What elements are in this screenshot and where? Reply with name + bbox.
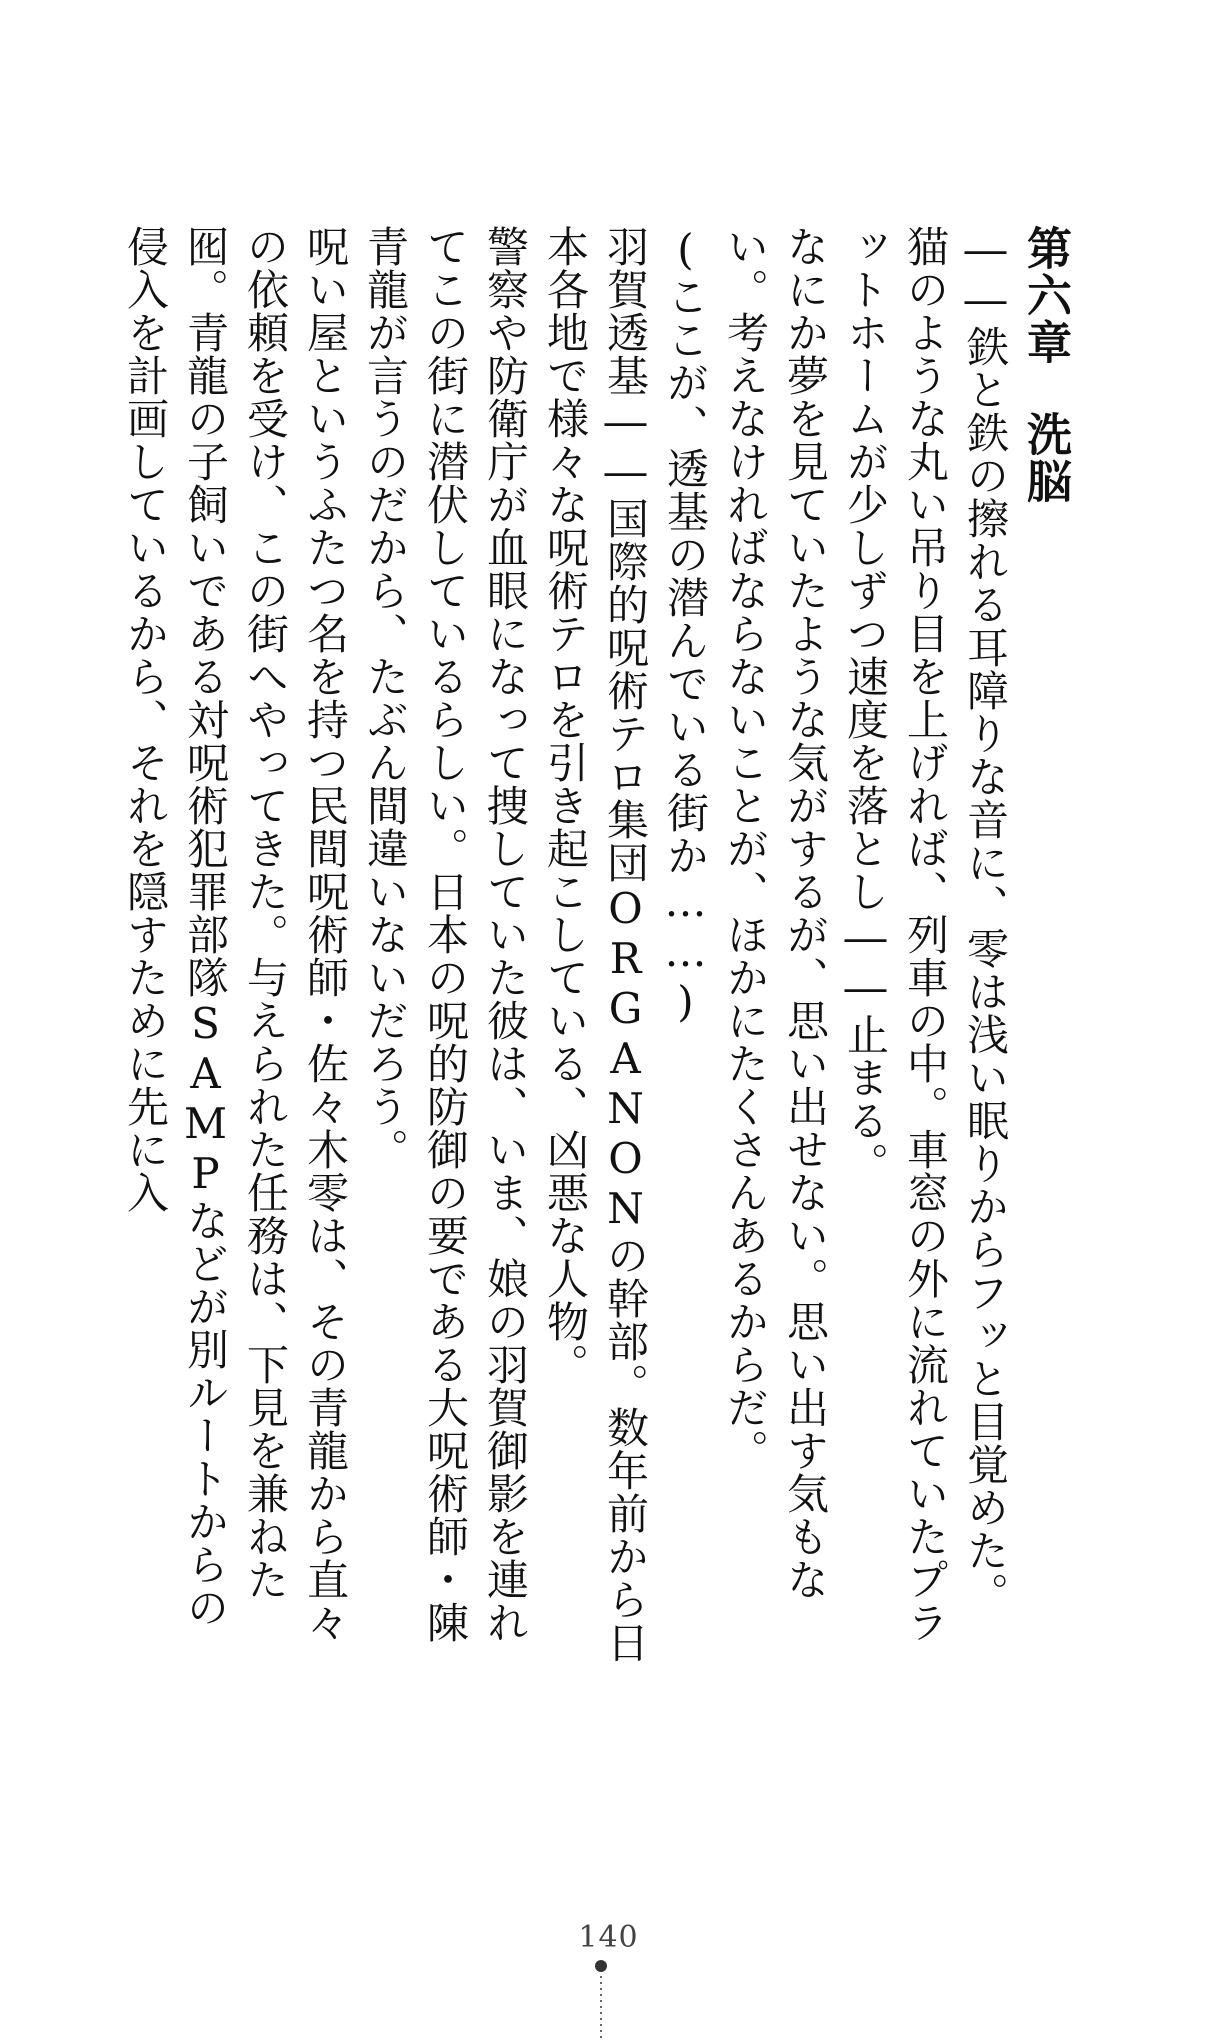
chapter-heading xyxy=(1015,225,1075,1620)
page-ornament xyxy=(595,1960,607,2043)
page-number: 140 xyxy=(578,1920,639,1955)
ornament-dotted-line xyxy=(600,1976,602,2040)
ornament-dot-icon xyxy=(595,1960,607,1972)
chapter-heading-gap xyxy=(1045,366,1046,411)
paragraph: 警察や防衛庁が血眼になって捜していた彼は、いま、娘の羽賀御影を連れてこの街に潜伏しているらしい。日本の呪的防御の要である大呪術師・陳青龍が言うのだから、たぶん間違いないだろう。 xyxy=(361,225,530,1644)
chapter-number: 第六章 xyxy=(1019,225,1072,366)
page-body xyxy=(55,225,1075,1665)
chapter-title: 洗脳 xyxy=(1019,411,1072,505)
paragraph: 呪い屋というふたつ名を持つ民間呪術師・佐々木零は、その青龍から直々の依頼を受け、この街へやってきた。与えられた任務は、下見を兼ねた囮。青龍の子飼いである対呪術犯罪部隊SAMPなどが別ルートからの侵入を計画しているから、それを隠すために先に入 xyxy=(121,225,350,1644)
paragraph: 猫のような丸い吊り目を上げれば、列車の中。車窓の外に流れていたプラットホームが少しずつ速度を落とし――止まる。 xyxy=(841,225,950,1644)
paragraph: (ここが、透基の潜んでいる街か……) xyxy=(661,225,710,1027)
page-footer xyxy=(0,1920,1217,1955)
paragraph: 羽賀透基――国際的呪術テロ集団ORGANONの幹部。数年前から日本各地で様々な呪術テロを引き起こしている、凶悪な人物。 xyxy=(541,225,650,1664)
paragraph: ――鉄と鉄の擦れる耳障りな音に、零は浅い眠りからフッと目覚めた。 xyxy=(961,225,1010,1615)
paragraph: なにか夢を見ていたような気がするが、思い出せない。思い出す気もない。考えなければならないことが、ほかにたくさんあるからだ。 xyxy=(721,225,830,1601)
